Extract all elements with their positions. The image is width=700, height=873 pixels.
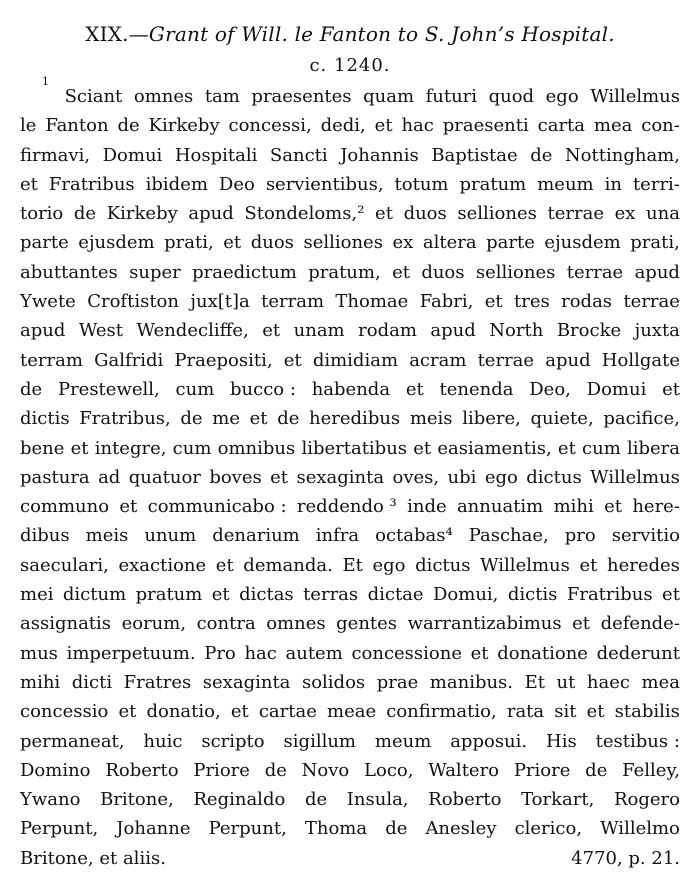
text-word: firmavi,	[20, 144, 91, 166]
text-word: pratum	[459, 173, 527, 195]
text-word: demanda.	[243, 554, 333, 576]
text-word: North	[489, 320, 544, 342]
text-word: saeculari,	[20, 554, 109, 576]
text-line	[20, 346, 680, 375]
text-word: et	[374, 115, 393, 137]
text-word: dictum	[62, 584, 127, 606]
text-word: easiamentis,	[437, 437, 552, 459]
text-word: terram	[261, 291, 325, 313]
text-word: selliones	[457, 203, 537, 225]
text-word: Deo,	[529, 378, 571, 400]
text-word: exactione	[118, 554, 207, 576]
text-word: libertatibus	[301, 437, 408, 459]
text-word: concessione	[351, 642, 462, 664]
text-word: Hollgate	[601, 349, 680, 371]
text-word: et	[662, 378, 680, 400]
text-word: Willelmus	[480, 554, 570, 576]
text-line	[20, 463, 680, 492]
text-word: apud	[20, 320, 66, 342]
text-word: Johannis	[340, 144, 419, 166]
text-word: terri-	[632, 173, 680, 195]
text-word: sit	[554, 701, 577, 723]
text-word: Insula,	[346, 789, 409, 811]
text-final-words: Britone, et aliis.	[20, 847, 166, 869]
text-word: clerico,	[514, 818, 583, 840]
text-word: Torkart,	[521, 789, 595, 811]
text-word: apud	[188, 203, 234, 225]
text-word: Fratribus	[566, 584, 653, 606]
text-word: Stondeloms,²	[244, 203, 365, 225]
text-word: praedictum	[192, 261, 297, 283]
text-word: libera	[626, 437, 680, 459]
text-line	[20, 199, 680, 228]
text-word: omnibus	[217, 437, 296, 459]
text-word: concessi,	[228, 115, 312, 137]
text-word: de	[585, 759, 608, 781]
text-word: Paschae,	[468, 525, 549, 547]
text-word: denarium	[212, 525, 300, 547]
text-word: dibus	[20, 525, 70, 547]
text-word: Deo	[218, 173, 255, 195]
text-word: acram	[409, 349, 467, 371]
text-word: et	[262, 320, 281, 342]
text-word: dicti	[71, 671, 113, 693]
text-line	[20, 551, 680, 580]
text-word: Baptistae	[431, 144, 518, 166]
text-word: assignatis	[20, 613, 112, 635]
text-word: Priore	[513, 759, 571, 781]
text-word: prati,	[630, 232, 680, 254]
text-line	[20, 434, 680, 463]
text-word: ego	[484, 466, 518, 488]
text-word: ut	[556, 671, 576, 693]
text-word: Domui,	[432, 584, 499, 606]
text-word: sexaginta	[296, 466, 385, 488]
text-word: et	[215, 554, 234, 576]
text-word: Galfridi	[94, 349, 164, 371]
text-word: apud	[545, 349, 591, 371]
text-word: dederunt	[596, 642, 680, 664]
text-word: Roberto	[428, 789, 502, 811]
text-line	[20, 814, 680, 843]
text-word: et	[118, 701, 137, 723]
text-word: Reginaldo	[193, 789, 286, 811]
text-word: warrantizabimus	[407, 613, 562, 635]
text-word: praesenti	[442, 115, 529, 137]
text-word: donatione	[497, 642, 588, 664]
text-word: duos	[421, 261, 465, 283]
text-word: de	[20, 378, 43, 400]
text-word: parte	[20, 232, 69, 254]
text-word: eorum,	[121, 613, 187, 635]
text-word: confirmatio,	[386, 701, 497, 723]
text-word: et	[413, 437, 432, 459]
text-word: tenenda	[439, 378, 514, 400]
text-line	[20, 727, 680, 756]
text-word: permaneat,	[20, 730, 125, 752]
text-word: pratum,	[308, 261, 381, 283]
text-word: selliones	[475, 261, 556, 283]
text-word: duos	[403, 203, 447, 225]
text-word: autem	[285, 642, 343, 664]
text-word: octabas⁴	[375, 525, 453, 547]
text-word: terrae	[623, 291, 680, 313]
text-word: servitio	[611, 525, 680, 547]
text-word: ibidem	[145, 173, 208, 195]
text-word: quiete,	[530, 408, 594, 430]
text-word: communo	[20, 496, 110, 518]
text-word: et	[211, 584, 230, 606]
text-word: inde	[407, 496, 447, 518]
text-word: boves	[209, 466, 262, 488]
text-word: futuri	[425, 86, 478, 107]
text-word: Willelmus	[590, 466, 680, 488]
text-word: torio	[20, 203, 64, 225]
text-word: terram	[20, 349, 83, 371]
text-word: dictas	[239, 584, 294, 606]
text-word: Et	[342, 554, 363, 576]
text-word: dictae	[367, 584, 424, 606]
text-word: Fratres	[123, 671, 192, 693]
text-word: selliones	[303, 232, 383, 254]
text-word: reddendo ³	[296, 496, 397, 518]
text-word: de	[277, 408, 300, 430]
text-word: terras	[303, 584, 359, 606]
text-word: Nottingham,	[564, 144, 680, 166]
text-word: hac	[244, 642, 277, 664]
text-word: Domino	[20, 759, 91, 781]
text-line	[20, 75, 680, 111]
text-word: prati,	[164, 232, 214, 254]
text-word: prae	[376, 671, 419, 693]
text-word: cartae	[258, 701, 317, 723]
text-word: Wendecliffe,	[136, 320, 249, 342]
text-word: Roberto	[105, 759, 179, 781]
text-word: me	[212, 408, 240, 430]
text-word: Fratribus	[48, 173, 135, 195]
text-word: pacifice,	[603, 408, 680, 430]
text-line	[20, 785, 680, 814]
text-line	[20, 521, 680, 550]
text-word: Felley,	[622, 759, 680, 781]
text-word: et	[579, 554, 598, 576]
text-word: dimidiam	[312, 349, 399, 371]
text-word: sexaginta	[202, 671, 291, 693]
text-word: et	[604, 496, 622, 518]
text-word: Novo	[301, 759, 350, 781]
text-word: super	[129, 261, 181, 283]
text-word: et	[572, 613, 591, 635]
text-word: gentes	[336, 613, 398, 635]
text-word: de	[530, 144, 553, 166]
text-word: terrae	[547, 203, 604, 225]
text-word: et	[484, 291, 503, 313]
text-word: de	[180, 408, 203, 430]
text-word: Domui	[586, 378, 647, 400]
text-word: carta	[537, 115, 586, 137]
text-line	[20, 111, 680, 140]
text-word: de	[264, 759, 287, 781]
text-word: Fanton	[45, 115, 109, 137]
text-word: cum	[582, 437, 621, 459]
text-word: apposui.	[450, 730, 528, 752]
text-word: haec	[586, 671, 630, 693]
text-word: Perpunt,	[20, 818, 99, 840]
text-word: ejusdem	[544, 232, 621, 254]
text-word: Domui	[102, 144, 163, 166]
text-line	[20, 170, 680, 199]
footnote-marker: 1	[42, 75, 49, 88]
text-word: cum	[172, 437, 212, 459]
text-word: mihi	[20, 671, 61, 693]
text-word: testibus :	[595, 730, 680, 752]
text-line	[20, 316, 680, 345]
text-word: ego	[372, 554, 406, 576]
text-word: ego	[545, 86, 579, 107]
text-word: et	[662, 584, 680, 606]
text-word: Sancti	[269, 144, 328, 166]
text-word: de	[385, 818, 408, 840]
text-word: mea	[641, 671, 680, 693]
text-word: Sciant	[64, 86, 123, 107]
text-word: quam	[363, 86, 415, 107]
text-word: et	[470, 642, 489, 664]
text-line	[20, 639, 680, 668]
text-word: defende-	[600, 613, 680, 635]
text-word: et	[270, 466, 289, 488]
text-word: dictis	[507, 584, 558, 606]
text-word: de	[117, 115, 140, 137]
text-word: His	[546, 730, 577, 752]
text-word: ex	[614, 203, 636, 225]
text-word: omnes	[133, 86, 194, 107]
text-word: abuttantes	[20, 261, 118, 283]
document-heading	[20, 20, 680, 48]
text-word: dictus	[415, 554, 471, 576]
text-word: et	[20, 173, 38, 195]
text-word: et	[249, 408, 268, 430]
text-word: Hospitali	[174, 144, 258, 166]
text-word: Thomae	[335, 291, 409, 313]
heading-number: XIX.—	[85, 22, 149, 46]
text-word: Perpunt,	[208, 818, 287, 840]
text-word: Fratribus,	[79, 408, 171, 430]
text-word: Ywano	[20, 789, 81, 811]
text-word: meis	[85, 525, 129, 547]
text-word: Willelmo	[600, 818, 680, 840]
text-word: Rogero	[613, 789, 680, 811]
text-word: cum	[175, 378, 215, 400]
text-word: pro	[564, 525, 596, 547]
text-word: in	[604, 173, 622, 195]
text-word: habenda	[311, 378, 391, 400]
text-word: servientibus,	[265, 173, 384, 195]
text-word: manibus.	[429, 671, 514, 693]
text-word: Britone,	[100, 789, 174, 811]
text-word: quod	[488, 86, 535, 107]
text-word: et	[405, 378, 424, 400]
text-word: Priore	[193, 759, 250, 781]
text-word: Et	[524, 671, 545, 693]
text-word: Willelmus	[590, 86, 680, 107]
text-word: de	[304, 789, 328, 811]
text-line	[20, 697, 680, 726]
heading-title: Grant of Will. le Fanton to S. John’s Hospital.	[148, 22, 615, 46]
text-word: et	[223, 232, 242, 254]
text-word: et	[392, 261, 410, 283]
text-word: Thoma	[304, 818, 368, 840]
text-word: et	[283, 349, 302, 371]
text-word: integre,	[94, 437, 167, 459]
text-word: dedi,	[320, 115, 366, 137]
text-word: apud	[430, 320, 476, 342]
text-word: stabilis	[614, 701, 680, 723]
text-word: meae	[327, 701, 377, 723]
text-word: Waltero	[428, 759, 500, 781]
text-word: mei	[20, 584, 54, 606]
text-word: dictis	[20, 408, 70, 430]
text-line	[20, 580, 680, 609]
text-word: et	[586, 701, 605, 723]
text-word: jux[t]a	[190, 291, 250, 313]
text-word: pratum	[135, 584, 203, 606]
text-line	[20, 228, 680, 257]
text-word: libere,	[462, 408, 521, 430]
text-word: here-	[632, 496, 680, 518]
text-word: et	[230, 701, 249, 723]
text-word: mea	[593, 115, 633, 137]
text-word: Anesley	[425, 818, 497, 840]
text-word: tres	[513, 291, 550, 313]
text-word: altera	[422, 232, 477, 254]
text-word: Praepositi,	[174, 349, 273, 371]
text-line	[20, 404, 680, 433]
text-word: quatuor	[128, 466, 201, 488]
text-word: imperpetuum.	[66, 642, 196, 664]
text-word: omnes	[266, 613, 326, 635]
text-line	[20, 258, 680, 287]
text-word: le	[20, 115, 37, 137]
text-word: sigillum	[283, 730, 356, 752]
text-word: Brocke	[556, 320, 622, 342]
text-word: praesentes	[251, 86, 352, 107]
text-word: annuatim	[456, 496, 544, 518]
text-word: Pro	[204, 642, 236, 664]
text-word: duos	[250, 232, 294, 254]
text-word: mihi	[553, 496, 594, 518]
text-word: unum	[144, 525, 197, 547]
text-word: West	[78, 320, 124, 342]
text-word: Loco,	[364, 759, 414, 781]
text-word: parte	[486, 232, 535, 254]
text-word: rata	[506, 701, 545, 723]
text-word: et	[375, 203, 393, 225]
text-word: et	[119, 496, 138, 518]
text-word: ubi	[447, 466, 477, 488]
text-word: rodam	[358, 320, 417, 342]
text-word: bene	[20, 437, 65, 459]
text-word: con-	[641, 115, 680, 137]
text-word: tam	[204, 86, 240, 107]
text-word: terrae	[566, 261, 624, 283]
text-line	[20, 492, 680, 521]
archive-reference: 4770, p. 21.	[571, 847, 680, 869]
text-word: meum	[374, 730, 432, 752]
text-word: et	[70, 437, 89, 459]
text-word: una	[646, 203, 680, 225]
text-word: rodas	[561, 291, 613, 313]
text-word: Kirkeby	[106, 203, 178, 225]
text-word: de	[73, 203, 97, 225]
text-word: ex	[392, 232, 414, 254]
text-word: solidos	[301, 671, 366, 693]
text-line	[20, 375, 680, 404]
text-word: donatio,	[146, 701, 221, 723]
text-word: contra	[196, 613, 256, 635]
text-line-final	[20, 844, 680, 873]
text-word: bucco :	[230, 378, 296, 400]
text-word: terrae	[477, 349, 535, 371]
text-word: Prestewell,	[57, 378, 160, 400]
text-word: heredes	[606, 554, 680, 576]
text-word: scripto	[201, 730, 265, 752]
text-word: apud	[634, 261, 680, 283]
text-word: meum	[537, 173, 594, 195]
text-word: infra	[315, 525, 360, 547]
text-line	[20, 287, 680, 316]
text-word: communicabo :	[147, 496, 287, 518]
text-word: pastura	[20, 466, 90, 488]
text-line	[20, 141, 680, 170]
text-word: huic	[143, 730, 183, 752]
document-date: c. 1240.	[309, 55, 391, 76]
text-line	[20, 609, 680, 638]
text-word: totum	[394, 173, 449, 195]
text-word: concessio	[20, 701, 109, 723]
text-word: meis	[409, 408, 453, 430]
text-word: Ywete	[20, 291, 76, 313]
text-line	[20, 756, 680, 785]
text-word: unam	[293, 320, 345, 342]
text-word: ad	[98, 466, 121, 488]
text-word: et	[557, 437, 576, 459]
text-word: hac	[401, 115, 434, 137]
text-word: Johanne	[116, 818, 191, 840]
text-word: Croftiston	[87, 291, 179, 313]
charter-text	[20, 75, 680, 873]
text-line	[20, 668, 680, 697]
text-word: dictus	[526, 466, 582, 488]
text-word: juxta	[634, 320, 680, 342]
text-word: oves,	[392, 466, 440, 488]
text-word: Kirkeby	[148, 115, 220, 137]
text-word: ejusdem	[78, 232, 155, 254]
text-word: mus	[20, 642, 58, 664]
text-word: Fabri,	[419, 291, 474, 313]
text-word: heredibus	[309, 408, 401, 430]
